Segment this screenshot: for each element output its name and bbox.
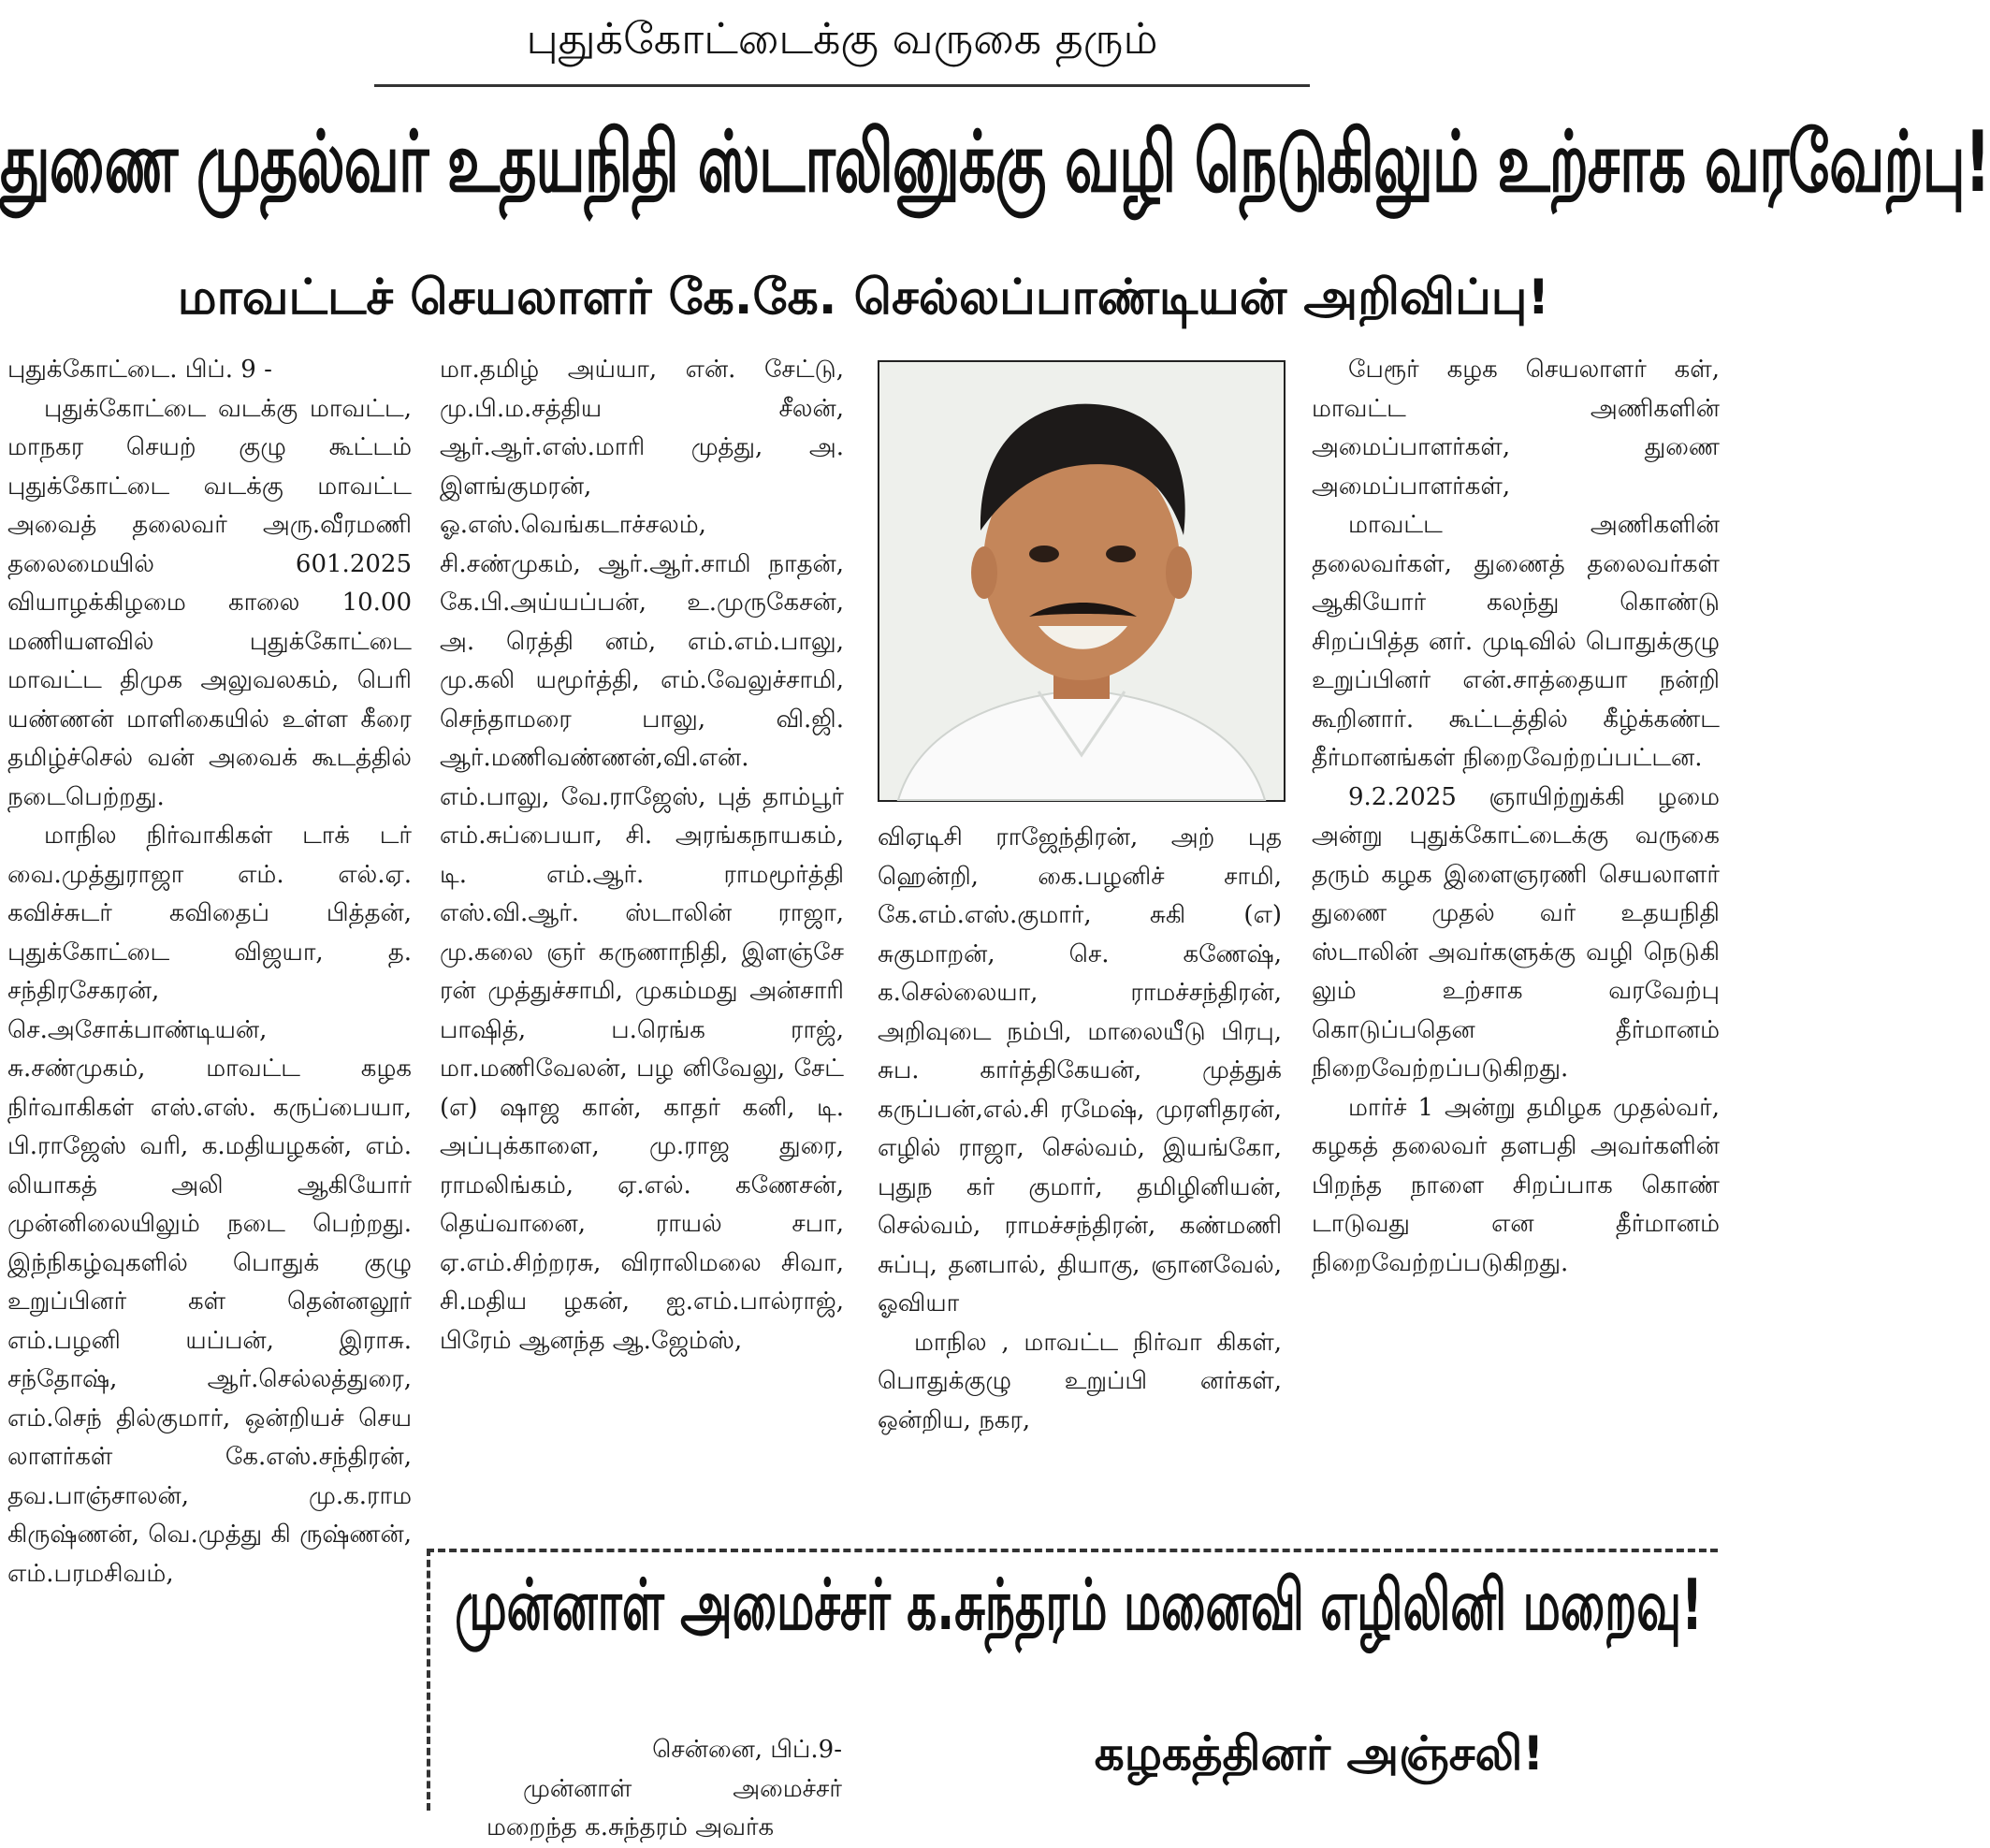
paragraph: விஏடிசி ராஜேந்திரன், அற் புத ஹென்றி, கை.பழனிச் சாமி, கே.எம்.எஸ்.குமார், சுகி (எ) சுகுமாறன், செ. கணேஷ், க.செல்லையா, ராமச்சந்திரன், அறிவுடை நம்பி, மாலையீடு பிரபு, சுப. கார்த்திகேயன், முத்துக் கருப்பன்,எல்.சி ரமேஷ், முரளிதரன், எழில் ராஜா, செல்வம், இயங்கோ, புதுந கர் குமார், தமிழினியன், செல்வம், ராமச்சந்திரன், கண்மணி சுப்பு, தனபால், தியாகு, ஞானவேல், ஓவியா xyxy=(878,823,1282,1317)
article-column-2 xyxy=(440,351,844,1361)
kicker-rule xyxy=(374,84,1310,87)
paragraph: 9.2.2025 ஞாயிற்றுக்கி ழமை அன்று புதுக்கோட்டைக்கு வருகை தரும் கழக இளைஞரணி செயலாளர் துணை முதல் வர் உதயநிதி ஸ்டாலின் அவர்களுக்கு வழி நெடுகி லும் உற்சாக வரவேற்பு கொடுப்பதென தீர்மானம் நிறைவேற்றப்படுகிறது. xyxy=(1312,782,1720,1083)
article-column-3 xyxy=(878,819,1282,1440)
box-headline: முன்னாள் அமைச்சர் க.சுந்தரம் மனைவி எழிலினி மறைவு! xyxy=(455,1564,1703,1646)
portrait-image xyxy=(879,362,1284,800)
article-column-4 xyxy=(1312,351,1720,1283)
portrait-photo xyxy=(878,360,1286,802)
paragraph: மாநில நிர்வாகிகள் டாக் டர் வை.முத்துராஜா எம். எல்.ஏ. கவிச்சுடர் கவிதைப் பித்தன், புதுக்கோட்டை விஜயா, த. சந்திரசேகரன், செ.அசோக்பாண்டியன், சு.சண்முகம், மாவட்ட கழக நிர்வாகிகள் எஸ்.எஸ். கருப்பையா, பி.ராஜேஸ் வரி, க.மதியழகன், எம். லியாகத் அலி ஆகியோர் முன்னிலையிலும் நடை பெற்றது. இந்நிகழ்வுகளில் பொதுக் குழு உறுப்பினர் கள் தென்னலூர் எம்.பழனி யப்பன், இராசு. சந்தோஷ், ஆர்.செல்லத்துரை, எம்.செந் தில்குமார், ஒன்றியச் செய லாளர்கள் கே.எஸ்.சந்திரன், தவ.பாஞ்சாலன், மு.க.ராம கிருஷ்ணன், வெ.முத்து கி ருஷ்ணன், எம்.பரமசிவம், xyxy=(7,822,412,1588)
paragraph: மா.தமிழ் அய்யா, என். சேட்டு, மு.பி.ம.சத்திய சீலன், ஆர்.ஆர்.எஸ்.மாரி முத்து, அ. இளங்குமரன், ஓ.எஸ்.வெங்கடாச்சலம், சி.சண்முகம், ஆர்.ஆர்.சாமி நாதன், கே.பி.அய்யப்பன், உ.முருகேசன், அ. ரெத்தி னம், எம்.எம்.பாலு, மு.கலி யமூர்த்தி, எம்.வேலுச்சாமி, செந்தாமரை பாலு, வி.ஜி. ஆர்.மணிவண்ணன்,வி.என். எம்.பாலு, வே.ராஜேஸ், புத் தாம்பூர் எம்.சுப்பையா, சி. அரங்கநாயகம், டி. எம்.ஆர். ராமமூர்த்தி எஸ்.வி.ஆர். ஸ்டாலின் ராஜா, மு.கலை ஞர் கருணாநிதி, இளஞ்சே ரன் முத்துச்சாமி, முகம்மது அன்சாரி பாஷித், ப.ரெங்க ராஜ், மா.மணிவேலன், பழ னிவேலு, சேட் (எ) ஷாஜ கான், காதர் கனி, டி. அப்புக்காளை, மு.ராஜ துரை, ராமலிங்கம், ஏ.எல். கணேசன், தெய்வானை, ராயல் சபா, ஏ.எம்.சிற்றரசு, விராலிமலை சிவா, சி.மதிய ழகன், ஐ.எம்.பால்ராஜ், பிரேம் ஆனந்த ஆ.ஜேம்ஸ், xyxy=(440,356,844,1355)
headline: துணை முதல்வர் உதயநிதி ஸ்டாலினுக்கு வழி நெடுகிலும் உற்சாக வரவேற்பு! xyxy=(0,112,1990,211)
paragraph: மாநில , மாவட்ட நிர்வா கிகள், பொதுக்குழு உறுப்பி னர்கள், ஒன்றிய, நகர, xyxy=(878,1328,1282,1434)
paragraph: மார்ச் 1 அன்று தமிழக முதல்வர், கழகத் தலைவர் தளபதி அவர்களின் பிறந்த நாளை சிறப்பாக கொண் டாடுவது என தீர்மானம் நிறைவேற்றப்படுகிறது. xyxy=(1312,1093,1720,1277)
kicker: புதுக்கோட்டைக்கு வருகை தரும் xyxy=(526,13,1158,64)
paragraph: பேரூர் கழக செயலாளர் கள், மாவட்ட அணிகளின் அமைப்பாளர்கள், துணை அமைப்பாளர்கள், xyxy=(1312,356,1720,501)
box-dateline: சென்னை, பிப்.9- xyxy=(652,1736,842,1764)
box-subheadline: கழகத்தினர் அஞ்சலி! xyxy=(1094,1726,1545,1781)
box-article xyxy=(487,1731,842,1848)
box-paragraph: முன்னாள் அமைச்சர் மறைந்த க.சுந்தரம் அவர்க xyxy=(487,1774,842,1841)
subheadline: மாவட்டச் செயலாளர் கே.கே. செல்லப்பாண்டியன் அறிவிப்பு! xyxy=(177,269,1550,326)
paragraph: மாவட்ட அணிகளின் தலைவர்கள், துணைத் தலைவர்கள் ஆகியோர் கலந்து கொண்டு சிறப்பித்த னர். முடிவில் பொதுக்குழு உறுப்பினர் என்.சாத்தையா நன்றி கூறினார். கூட்டத்தில் கீழ்க்கண்ட தீர்மானங்கள் நிறைவேற்றப்பட்டன. xyxy=(1312,511,1720,772)
paragraph: புதுக்கோட்டை வடக்கு மாவட்ட, மாநகர செயற் குழு கூட்டம் புதுக்கோட்டை வடக்கு மாவட்ட அவைத் தலைவர் அரு.வீரமணி தலைமையில் 601.2025 வியாழக்கிழமை காலை 10.00 மணியளவில் புதுக்கோட்டை மாவட்ட திமுக அலுவலகம், பெரி யண்ணன் மாளிகையில் உள்ள கீரை தமிழ்ச்செல் வன் அவைக் கூடத்தில் நடைபெற்றது. xyxy=(7,394,412,811)
box-border-top xyxy=(427,1549,1718,1552)
article-column-1 xyxy=(7,351,412,1593)
paragraph: புதுக்கோட்டை. பிப். 9 - xyxy=(7,356,272,384)
box-border-left xyxy=(427,1549,430,1811)
